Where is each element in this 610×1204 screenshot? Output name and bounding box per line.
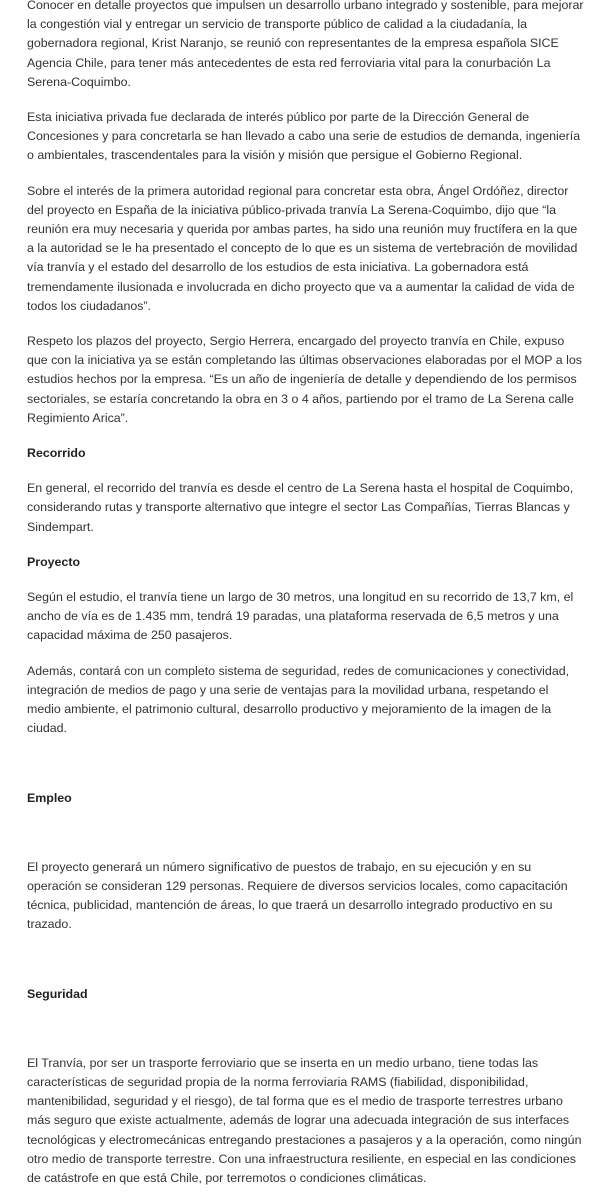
heading-recorrido: Recorrido bbox=[27, 446, 86, 461]
heading-proyecto: Proyecto bbox=[27, 554, 81, 569]
section-spacer bbox=[27, 755, 585, 789]
paragraph-intro: Conocer en detalle proyectos que impulsen un desarrollo urbano integrado y sostenible, para mejorar la congestión vial y entregar un servicio de transporte público de calidad a la ciudadanía, la gobernadora regional, Krist Naranjo, se reunió con representantes de la empresa española SICE Agencia Chile, para tener más antecedentes de esta red ferroviaria vital para la conurbación La Serena-Coquimbo. bbox=[27, 0, 584, 89]
paragraph-proyecto-specs: Según el estudio, el tranvía tiene un largo de 30 metros, una longitud en su recorrido de 13,7 km, el ancho de vía es de 1.435 mm, tendrá 19 paradas, una plataforma reservada de 6,5 metros y una capacidad máxima de 250 pasajeros. bbox=[27, 590, 574, 643]
section-spacer bbox=[27, 951, 585, 985]
paragraph-ordonez-quote: Sobre el interés de la primera autoridad regional para concretar esta obra, Ángel Ordóñez, director del proyecto en España de la iniciativa público-privada tranvía La Serena-Coquimbo, dijo que “la reunión era muy necesaria y querida por ambas partes, ha sido una reunión muy fructífera en la que a la autoridad se le ha presentado el concepto de lo que es un sistema de vertebración de movilidad vía tranvía y el estado del desarrollo de los estudios de esta iniciativa. La gobernadora está tremendamente ilusionada e involucrada en dicho proyecto que va a aumentar la calidad de vida de todos los ciudadanos”. bbox=[27, 183, 578, 313]
paragraph-herrera-quote: Respeto los plazos del proyecto, Sergio Herrera, encargado del proyecto tranvía en Chile, expuso que con la iniciativa ya se están completando las últimas observaciones elaboradas por el MOP a los estudios hechos por la empresa. “Es un año de ingeniería de detalle y dependiendo de los permisos sectoriales, se estaría concretando la obra en 3 o 4 años, partiendo por el tramo de La Serena calle Regimiento Arica”. bbox=[27, 334, 582, 425]
paragraph-proyecto-features: Además, contará con un completo sistema de seguridad, redes de comunicaciones y conectividad, integración de medios de pago y una serie de ventajas para la movilidad urbana, respetando el medio ambiente, el patrimonio cultural, desarrollo productivo y mejoramiento de la imagen de la ciudad. bbox=[27, 663, 570, 736]
heading-seguridad: Seguridad bbox=[27, 986, 88, 1001]
paragraph-declaration: Esta iniciativa privada fue declarada de interés público por parte de la Dirección General de Concesiones y para concretarla se han llevado a cabo una serie de estudios de demanda, ingeniería o ambientales, trascendentales para la visión y misión que persigue el Gobierno Regional. bbox=[27, 110, 581, 163]
article-body bbox=[27, 0, 585, 1204]
paragraph-empleo: El proyecto generará un número significativo de puestos de trabajo, en su ejecución y en su operación se consideran 129 personas. Requiere de diversos servicios locales, como capacitación técnica, publicidad, mantención de áreas, lo que traerá un desarrollo integrado productivo en su trazado. bbox=[27, 859, 568, 932]
section-spacer bbox=[27, 824, 585, 858]
heading-empleo: Empleo bbox=[27, 790, 72, 805]
section-spacer bbox=[27, 1020, 585, 1054]
paragraph-seguridad: El Tranvía, por ser un trasporte ferroviario que se inserta en un medio urbano, tiene todas las características de seguridad propia de la norma ferroviaria RAMS (fiabilidad, disponibilidad, mantenibilidad, seguridad y el riesgo), de tal forma que es el medio de trasporte terrestres urbano más seguro que existe actualmente, además de lograr una adecuada integración de sus interfaces tecnológicas y electromecánicas entregando prestaciones a pasajeros y a la operación, como ningún otro medio de transporte terrestre. Con una infraestructura resiliente, en especial en las condiciones de catástrofe en que está Chile, por terremotos o condiciones climáticas. bbox=[27, 1055, 582, 1185]
paragraph-recorrido: En general, el recorrido del tranvía es desde el centro de La Serena hasta el hospital de Coquimbo, considerando rutas y transporte alternativo que integre el sector Las Compañías, Tierras Blancas y Sindempart. bbox=[27, 481, 574, 534]
